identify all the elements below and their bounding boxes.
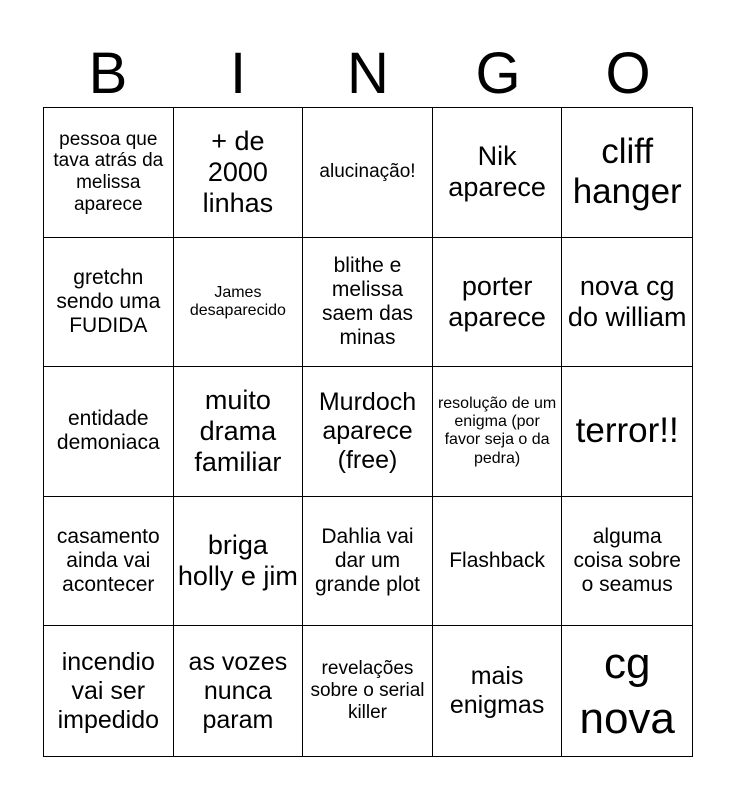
bingo-cell[interactable]: terror!! xyxy=(562,367,692,497)
bingo-cell[interactable]: casamento ainda vai acontecer xyxy=(44,497,174,627)
bingo-cell[interactable]: blithe e melissa saem das minas xyxy=(303,238,433,368)
bingo-cell[interactable]: alucinação! xyxy=(303,108,433,238)
bingo-grid xyxy=(43,107,693,757)
bingo-cell[interactable]: gretchn sendo uma FUDIDA xyxy=(44,238,174,368)
bingo-cell[interactable]: porter aparece xyxy=(433,238,563,368)
bingo-cell[interactable]: entidade demoniaca xyxy=(44,367,174,497)
bingo-cell[interactable]: muito drama familiar xyxy=(174,367,304,497)
bingo-cell[interactable]: James desaparecido xyxy=(174,238,304,368)
bingo-cell[interactable]: Murdoch aparece (free) xyxy=(303,367,433,497)
bingo-header xyxy=(43,40,693,108)
bingo-cell[interactable]: Flashback xyxy=(433,497,563,627)
bingo-cell[interactable]: briga holly e jim xyxy=(174,497,304,627)
header-letter-n: N xyxy=(347,41,389,106)
bingo-cell[interactable]: nova cg do william xyxy=(562,238,692,368)
bingo-cell[interactable]: incendio vai ser impedido xyxy=(44,626,174,756)
bingo-cell[interactable]: cg nova xyxy=(579,639,675,744)
header-letter-i: I xyxy=(229,41,247,106)
bingo-cell[interactable]: Dahlia vai dar um grande plot xyxy=(303,497,433,627)
bingo-cell[interactable]: cliff hanger xyxy=(562,108,692,238)
bingo-cell[interactable]: as vozes nunca param xyxy=(174,626,304,756)
header-letter-o: O xyxy=(605,41,651,106)
header-letter-g: G xyxy=(475,41,521,106)
bingo-cell[interactable]: Nik aparece xyxy=(433,108,563,238)
bingo-cell[interactable]: alguma coisa sobre o seamus xyxy=(562,497,692,627)
bingo-cell[interactable]: + de 2000 linhas xyxy=(174,108,304,238)
header-letter-b: B xyxy=(88,41,128,106)
bingo-cell[interactable]: mais enigmas xyxy=(433,626,563,756)
bingo-cell[interactable]: resolução de um enigma (por favor seja o da pedra) xyxy=(433,367,563,497)
bingo-cell[interactable]: revelações sobre o serial killer xyxy=(303,626,433,756)
bingo-cell[interactable]: pessoa que tava atrás da melissa aparece xyxy=(44,108,174,238)
